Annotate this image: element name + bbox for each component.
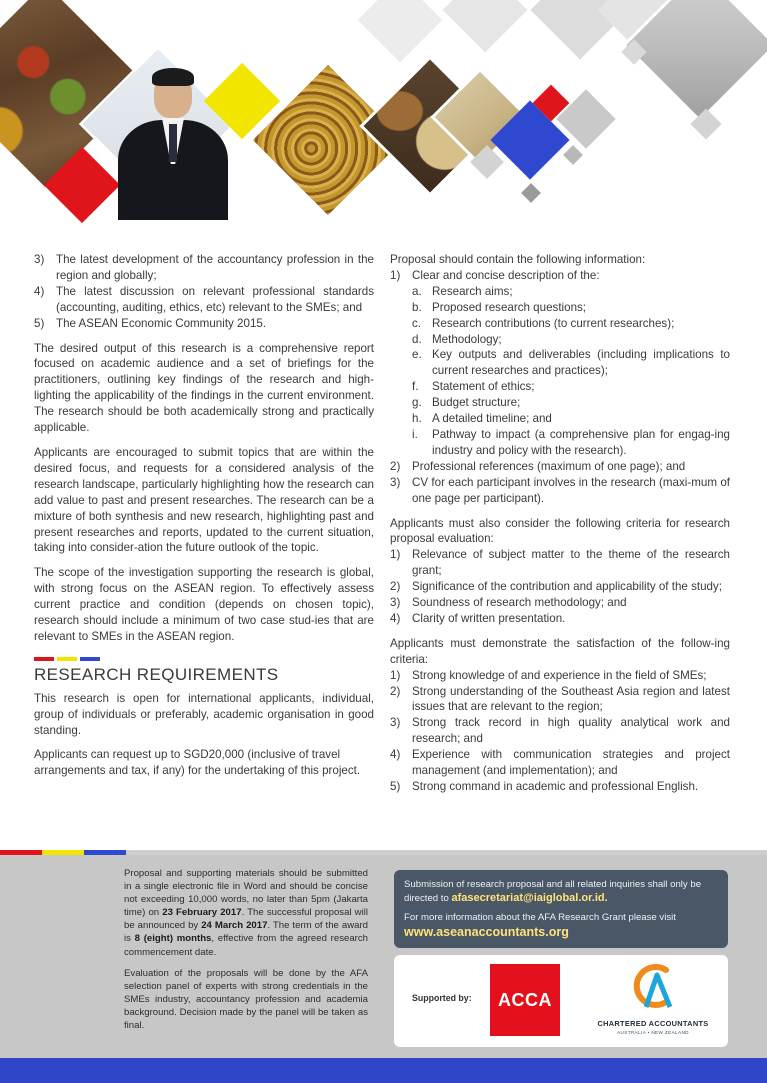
list-item: 4) The latest discussion on relevant professional standards (accounting, auditing, ethics, etc) relevant to the SMEs; and bbox=[34, 284, 374, 314]
list-item: h. A detailed timeline; and bbox=[412, 412, 552, 426]
bottom-blue-bar bbox=[0, 1058, 767, 1083]
list-item: 3) Strong track record in high quality analytical work and research; and bbox=[390, 716, 730, 746]
output-paragraph: The desired output of this research is a comprehensive report focused on academic audience and a set of briefings for the practitioners, outlining key findings of the research and high-lighting the applicability of the findings in the current environment. The research should be both academically strong and practically applicable. bbox=[34, 341, 374, 435]
gray-diamond bbox=[563, 145, 583, 165]
ca-subtitle: AUSTRALIA • NEW ZEALAND bbox=[617, 1030, 689, 1035]
decor-diamond bbox=[358, 0, 443, 62]
businessman-figure bbox=[112, 62, 232, 222]
proposal-list bbox=[390, 268, 730, 284]
right-column bbox=[390, 252, 730, 804]
website-link[interactable]: www.aseanaccountants.org bbox=[404, 924, 569, 939]
supporters-box bbox=[394, 955, 728, 1047]
list-item: 3) CV for each participant involves in the research (maxi-mum of one page per participant). bbox=[390, 475, 730, 505]
list-item: c. Research contributions (to current researches); bbox=[412, 316, 675, 330]
list-item: 2) Strong understanding of the Southeast Asia region and latest issues that are relevant to the region; bbox=[390, 684, 730, 714]
criteria-intro: Applicants must also consider the following criteria for research proposal evaluation: bbox=[390, 516, 730, 546]
announce-date: 24 March 2017 bbox=[201, 920, 268, 932]
proposal-intro: Proposal should contain the following information: bbox=[390, 253, 646, 266]
list-item: 4) Clarity of written presentation. bbox=[390, 611, 566, 625]
list-item: b. Proposed research questions; bbox=[412, 300, 587, 314]
list-item: g. Budget structure; bbox=[412, 396, 521, 410]
list-item: a. Research aims; bbox=[412, 284, 513, 298]
list-item: 1) Strong knowledge of and experience in the field of SMEs; bbox=[390, 668, 707, 682]
list-item: 4) Experience with communication strategies and project management (and implementation); and bbox=[390, 748, 730, 778]
supported-by-label: Supported by: bbox=[412, 993, 472, 1003]
criteria-list bbox=[390, 547, 730, 627]
proposal-list-continued bbox=[390, 459, 730, 507]
evaluation-paragraph: Evaluation of the proposals will be done by the AFA selection panel of experts with strong credentials in the SMEs industry, accountancy profession and academia background. Decision made by the panel will be taken as final. bbox=[124, 967, 368, 1032]
satisfaction-list bbox=[390, 668, 730, 795]
list-item: 5) Strong command in academic and professional English. bbox=[390, 780, 699, 793]
email-link[interactable]: afasecretariat@iaiglobal.or.id. bbox=[451, 891, 608, 904]
ca-mark-icon bbox=[626, 961, 680, 1011]
hero-banner bbox=[0, 0, 767, 240]
inquiry-line: Submission of research proposal and all related inquiries shall only be directed to afasecretariat@iaiglobal.or.id. bbox=[404, 879, 702, 904]
list-item: 3) Soundness of research methodology; and bbox=[390, 596, 627, 610]
contact-info-box bbox=[394, 870, 728, 948]
list-item: 3) The latest development of the accountancy profession in the region and globally; bbox=[34, 253, 374, 282]
eligibility-paragraph: This research is open for international applicants, individual, group of individuals or preferably, academic organisation in good standing. bbox=[34, 691, 374, 737]
footer-panel bbox=[0, 855, 767, 1058]
list-item: 1) Relevance of subject matter to the theme of the research grant; bbox=[390, 548, 730, 578]
proposal-sub-list bbox=[390, 284, 730, 459]
topics-paragraph: Applicants are encouraged to submit topics that are within the desired focus, and requests for a considered analysis of the research landscape, particularly highlighting how the research can add value to past and present researches. The research can be a mixture of both synthesis and new research, highlighting past and present researches and reports, updated to the current situation, taking into consider-ation the future outlook of the topic. bbox=[34, 445, 374, 555]
ca-name: CHARTERED ACCOUNTANTS bbox=[597, 1019, 709, 1028]
section-title: RESEARCH REQUIREMENTS bbox=[34, 664, 279, 684]
deadline-date: 23 February 2017 bbox=[162, 907, 242, 919]
gray-diamond bbox=[521, 183, 541, 203]
more-info-line: For more information about the AFA Research Grant please visit bbox=[404, 912, 676, 924]
list-item: f. Statement of ethics; bbox=[412, 380, 535, 394]
acca-logo: ACCA bbox=[490, 964, 560, 1036]
submission-paragraph: Proposal and supporting materials should be submitted in a single electronic file in Word and should be concise not exceeding 10,000 words, no later than 5pm (Jakarta time) on 23 February 2017. The successful proposal will be announced by 24 March 2017. The term of the award is 8 (eight) months, effective from the agreed research commencement date. bbox=[124, 868, 369, 958]
award-term: 8 (eight) months bbox=[134, 933, 212, 945]
left-column bbox=[34, 252, 374, 788]
satisfaction-intro: Applicants must demonstrate the satisfaction of the follow-ing criteria: bbox=[390, 636, 730, 666]
list-item: 5) The ASEAN Economic Community 2015. bbox=[34, 316, 267, 330]
topics-list bbox=[34, 252, 374, 332]
list-item: e. Key outputs and deliverables (including implications to current researches and practices); bbox=[412, 348, 730, 378]
list-item: 2) Significance of the contribution and applicability of the study; bbox=[390, 580, 723, 594]
list-item: 2) Professional references (maximum of one page); and bbox=[390, 459, 686, 473]
list-item: d. Methodology; bbox=[412, 332, 502, 346]
section-color-bars bbox=[34, 657, 374, 661]
list-item: i. Pathway to impact (a comprehensive plan for engag-ing industry and policy with the research). bbox=[412, 427, 730, 457]
decor-diamond bbox=[443, 0, 528, 52]
scope-paragraph: The scope of the investigation supporting the research is global, with strong focus on the ASEAN region. To effectively assess current practice and condition (depends on chosen topic), research should include a minimum of two case stud-ies that are relevant to SMEs in the ASEAN region. bbox=[34, 566, 374, 643]
chartered-accountants-logo bbox=[594, 961, 712, 1041]
list-item: 1) Clear and concise description of the: bbox=[390, 268, 600, 282]
submission-details bbox=[124, 867, 368, 1040]
funding-paragraph: Applicants can request up to SGD20,000 (inclusive of travel arrangements and tax, if any) for the undertaking of this project. bbox=[34, 748, 361, 778]
